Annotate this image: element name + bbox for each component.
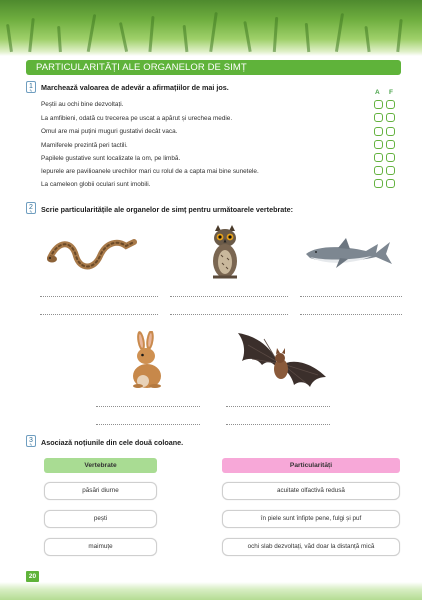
checkbox-f-6[interactable] — [386, 166, 395, 175]
answer-line[interactable] — [170, 296, 288, 297]
section-header — [26, 60, 401, 75]
exercise-3-number: 3 ✎ — [26, 435, 36, 447]
shark-image — [304, 236, 394, 272]
particularities-column-header: Particularități — [222, 458, 400, 473]
answer-line[interactable] — [40, 314, 158, 315]
exercise-1-number: 1 ✎ — [26, 81, 36, 93]
vertebrate-item[interactable]: maimuțe — [44, 538, 157, 556]
checkbox-f-4[interactable] — [386, 140, 395, 149]
answer-line[interactable] — [40, 296, 158, 297]
checkbox-a-4[interactable] — [374, 140, 383, 149]
checkbox-a-1[interactable] — [374, 100, 383, 109]
checkbox-f-3[interactable] — [386, 127, 395, 136]
vertebrate-item[interactable]: păsări diurne — [44, 482, 157, 500]
column-f-label: F — [389, 89, 393, 96]
checkbox-a-2[interactable] — [374, 113, 383, 122]
grass-banner-image — [0, 0, 422, 56]
checkbox-a-5[interactable] — [374, 153, 383, 162]
particularity-item[interactable]: ochi slab dezvoltați, văd doar la distanță mică — [222, 538, 400, 556]
answer-line[interactable] — [300, 314, 402, 315]
checkbox-f-2[interactable] — [386, 113, 395, 122]
answer-line[interactable] — [96, 424, 200, 425]
statement-4: Mamiferele prezintă peri tactili. — [41, 142, 128, 149]
statement-5: Papilele gustative sunt localizate la om, pe limbă. — [41, 155, 181, 162]
checkbox-f-5[interactable] — [386, 153, 395, 162]
exercise-2-title: Scrie particularitățile ale organelor de simț pentru următoarele vertebrate: — [41, 205, 294, 214]
rabbit-image — [126, 331, 166, 389]
exercise-2-number: 2 ✎ — [26, 202, 36, 214]
statement-6: Iepurele are pavilioanele urechilor mari cu rolul de a capta mai bine sunetele. — [41, 168, 259, 175]
answer-line[interactable] — [170, 314, 288, 315]
checkbox-a-3[interactable] — [374, 127, 383, 136]
answer-line[interactable] — [96, 406, 200, 407]
answer-line[interactable] — [300, 296, 402, 297]
bottom-grass-band — [0, 582, 422, 600]
owl-image — [209, 225, 241, 283]
statement-2: La amfibieni, odată cu trecerea pe uscat a apărut și urechea medie. — [41, 115, 233, 122]
statement-1: Peștii au ochi bine dezvoltați. — [41, 101, 124, 108]
column-a-label: A — [375, 89, 380, 96]
statement-3: Omul are mai puțini muguri gustativi decât vaca. — [41, 128, 178, 135]
answer-line[interactable] — [226, 406, 330, 407]
checkbox-f-7[interactable] — [386, 179, 395, 188]
vertebrate-item[interactable]: pești — [44, 510, 157, 528]
checkbox-a-6[interactable] — [374, 166, 383, 175]
checkbox-f-1[interactable] — [386, 100, 395, 109]
particularity-item[interactable]: în piele sunt înfipte pene, fulgi și puf — [222, 510, 400, 528]
vertebrate-column-header: Vertebrate — [44, 458, 157, 473]
exercise-3-title: Asociază noțiunile din cele două coloane. — [41, 438, 184, 447]
answer-line[interactable] — [226, 424, 330, 425]
section-title: PARTICULARITĂȚI ALE ORGANELOR DE SIMȚ — [36, 62, 247, 73]
bat-image — [236, 331, 330, 391]
statement-7: La cameleon globii oculari sunt imobili. — [41, 181, 151, 188]
page-number: 20 — [26, 571, 39, 582]
exercise-1-title: Marchează valoarea de adevăr a afirmațiilor de mai jos. — [41, 83, 229, 92]
checkbox-a-7[interactable] — [374, 179, 383, 188]
snake-image — [46, 236, 138, 272]
particularity-item[interactable]: acuitate olfactivă redusă — [222, 482, 400, 500]
